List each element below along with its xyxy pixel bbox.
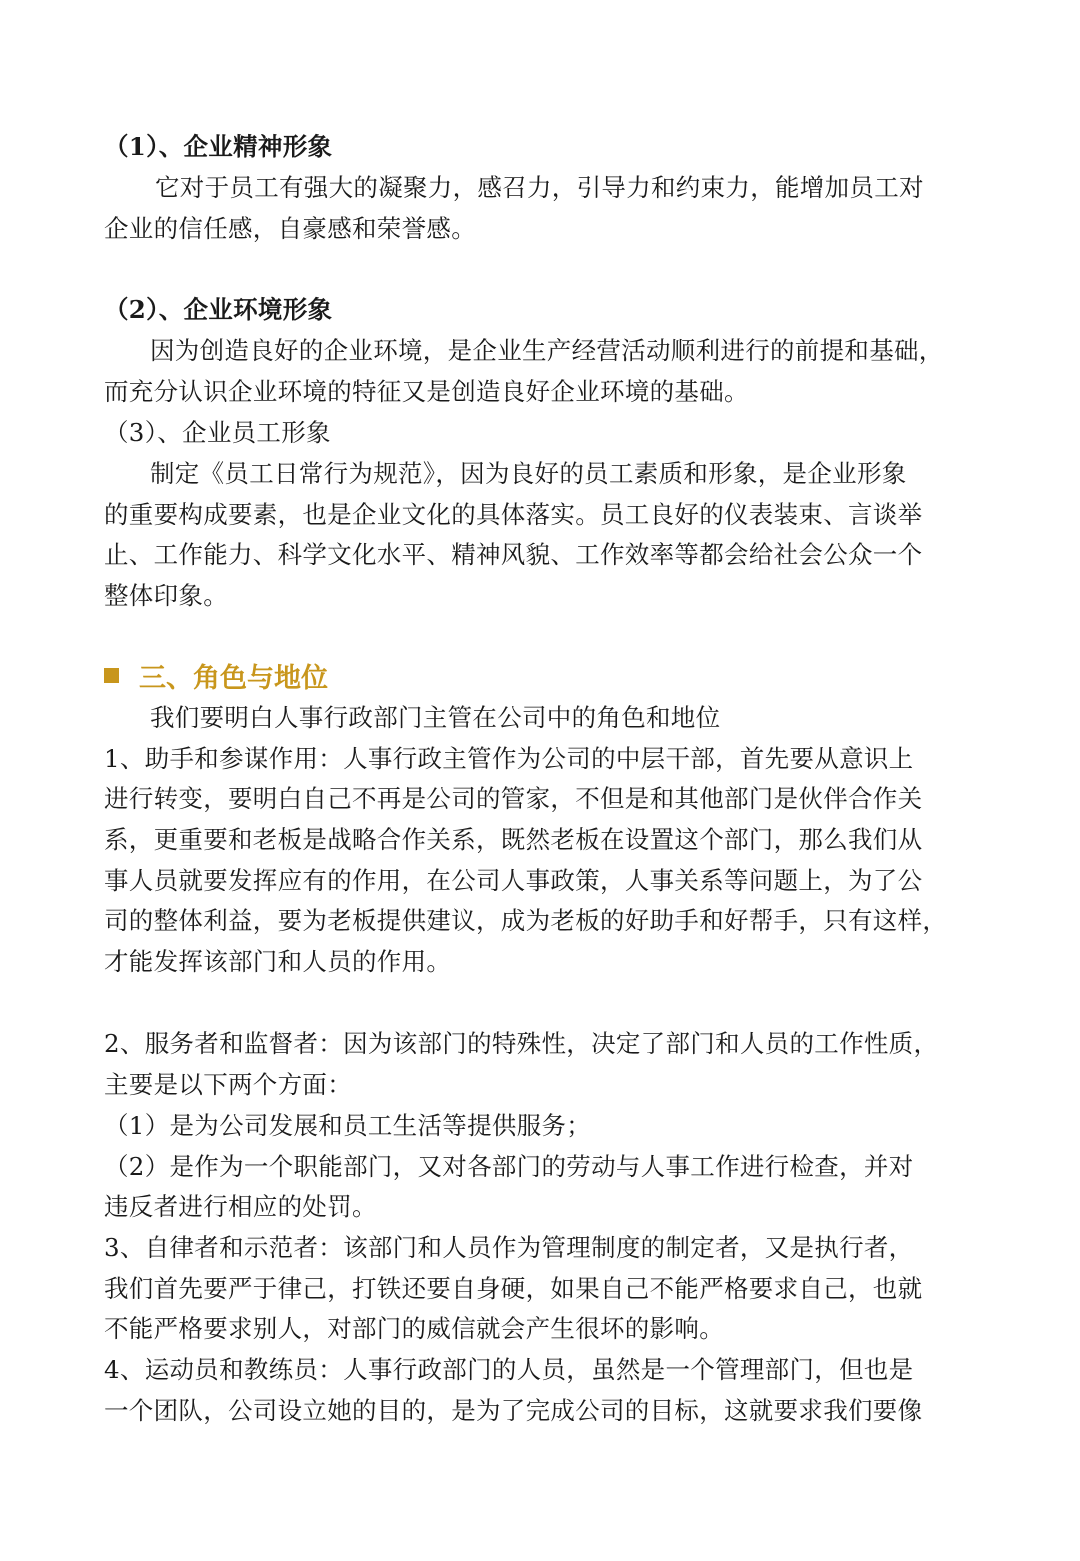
list-item-line: 不能严格要求别人，对部门的威信就会产生很坏的影响。 xyxy=(104,1314,724,1343)
list-item-line: 主要是以下两个方面： xyxy=(104,1070,352,1099)
list-item-line: 违反者进行相应的处罚。 xyxy=(104,1192,377,1221)
list-item-line: 3、自律者和示范者：该部门和人员作为管理制度的制定者，又是执行者， xyxy=(104,1233,914,1262)
section-intro: 我们要明白人事行政部门主管在公司中的角色和地位 xyxy=(150,703,721,732)
list-item-line: （2）是作为一个职能部门，又对各部门的劳动与人事工作进行检查，并对 xyxy=(104,1152,914,1181)
list-item-line: 一个团队，公司设立她的目的，是为了完成公司的目标，这就要求我们要像 xyxy=(104,1396,923,1425)
paragraph-line: 制定《员工日常行为规范》，因为良好的员工素质和形象，是企业形象 xyxy=(150,459,907,488)
paragraph-line: 而充分认识企业环境的特征又是创造良好企业环境的基础。 xyxy=(104,377,749,406)
list-item-line: 才能发挥该部门和人员的作用。 xyxy=(104,947,452,976)
subheading-corporate-spirit: （1）、企业精神形象 xyxy=(104,132,333,161)
list-item-line: 事人员就要发挥应有的作用，在公司人事政策，人事关系等问题上，为了公 xyxy=(104,866,923,895)
list-item-line: 司的整体利益，要为老板提供建议，成为老板的好助手和好帮手，只有这样， xyxy=(104,906,948,935)
list-item-line: 进行转变，要明白自己不再是公司的管家，不但是和其他部门是伙伴合作关 xyxy=(104,784,923,813)
subheading-employee-image: （3）、企业员工形象 xyxy=(104,418,331,447)
section-heading-text: 三、角色与地位 xyxy=(139,662,328,694)
square-bullet-icon xyxy=(104,668,119,683)
list-item-line: （1）是为公司发展和员工生活等提供服务； xyxy=(104,1111,592,1140)
paragraph-line: 整体印象。 xyxy=(104,581,228,610)
paragraph-line: 企业的信任感，自豪感和荣誉感。 xyxy=(104,214,476,243)
paragraph-line: 因为创造良好的企业环境，是企业生产经营活动顺利进行的前提和基础， xyxy=(150,336,944,365)
list-item-line: 1、助手和参谋作用：人事行政主管作为公司的中层干部，首先要从意识上 xyxy=(104,744,914,773)
list-item-line: 我们首先要严于律己，打铁还要自身硬，如果自己不能严格要求自己，也就 xyxy=(104,1274,923,1303)
subheading-corporate-environment: （2）、企业环境形象 xyxy=(104,295,333,324)
list-item-line: 4、运动员和教练员：人事行政部门的人员，虽然是一个管理部门，但也是 xyxy=(104,1355,914,1384)
list-item-line: 2、服务者和监督者：因为该部门的特殊性，决定了部门和人员的工作性质， xyxy=(104,1029,939,1058)
paragraph-line: 止、工作能力、科学文化水平、精神风貌、工作效率等都会给社会公众一个 xyxy=(104,540,923,569)
paragraph-line: 的重要构成要素，也是企业文化的具体落实。员工良好的仪表装束、言谈举 xyxy=(104,500,923,529)
paragraph-line: 它对于员工有强大的凝聚力，感召力，引导力和约束力，能增加员工对 xyxy=(155,173,924,202)
section-heading xyxy=(104,655,328,695)
list-item-line: 系，更重要和老板是战略合作关系，既然老板在设置这个部门，那么我们从 xyxy=(104,825,923,854)
